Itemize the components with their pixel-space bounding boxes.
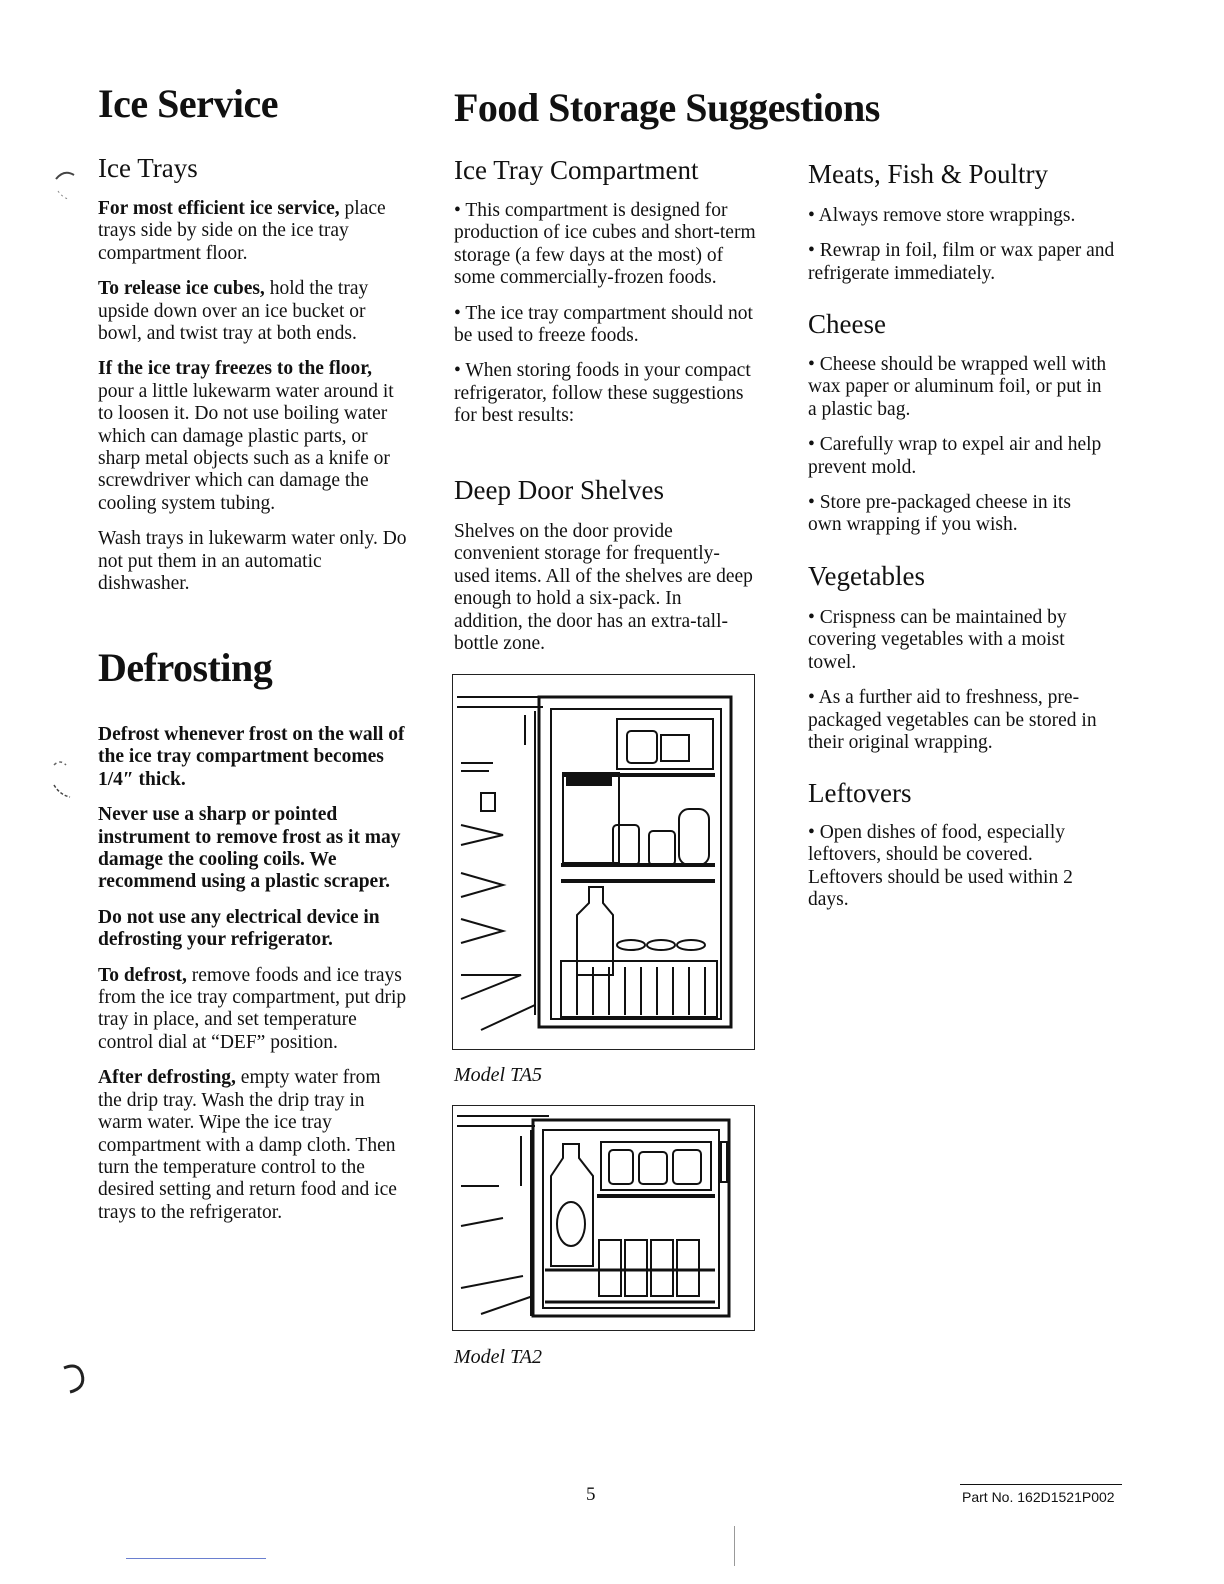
scan-artifact-line <box>734 1526 735 1566</box>
defrosting-paragraph: To defrost, remove foods and ice trays from the ice tray compartment, put drip tray in place, and set temperature control dial at “DEF” position. <box>98 964 407 1053</box>
figure-caption: Model TA5 <box>454 1064 542 1086</box>
ice-trays-paragraph: For most efficient ice service, place trays side by side on the ice tray compartment floor. <box>98 198 386 264</box>
refrigerator-illustration-ta2 <box>452 1105 755 1331</box>
vegetables-list <box>808 607 1108 767</box>
binder-hole-mark <box>52 165 88 205</box>
defrosting-heading: Defrosting <box>98 645 273 690</box>
binder-hole-mark <box>46 755 76 805</box>
cheese-list <box>808 354 1108 550</box>
defrosting-paragraph: Defrost whenever frost on the wall of the ice tray compartment becomes 1/4″ thick. <box>98 724 405 790</box>
page-number: 5 <box>586 1484 596 1505</box>
food-storage-heading: Food Storage Suggestions <box>454 85 880 130</box>
meats-heading: Meats, Fish & Poultry <box>808 159 1049 189</box>
deep-door-shelves-text: Shelves on the door provide convenient storage for frequently-used items. All of the shelves are deep enough to hold a six-pack. In addition, the door has an extra-tall-bottle zone. <box>454 521 753 655</box>
defrosting-paragraph: Never use a sharp or pointed instrument to remove frost as it may damage the cooling coils. We recommend using a plastic scraper. <box>98 804 401 893</box>
deep-door-shelves-heading: Deep Door Shelves <box>454 475 664 505</box>
figure-caption: Model TA2 <box>454 1346 542 1368</box>
list-item: • Open dishes of food, especially leftovers, should be covered. Leftovers should be used within 2 days. <box>808 822 1073 911</box>
ice-trays-heading: Ice Trays <box>98 153 198 183</box>
list-item: • As a further aid to freshness, pre-packaged vegetables can be stored in their original wrapping. <box>808 687 1097 754</box>
list-item: • Carefully wrap to expel air and help prevent mold. <box>808 434 1102 478</box>
part-number: Part No. 162D1521P002 <box>962 1489 1115 1505</box>
vegetables-heading: Vegetables <box>808 561 925 591</box>
leftovers-heading: Leftovers <box>808 778 912 808</box>
list-item: • Cheese should be wrapped well with wax paper or aluminum foil, or put in a plastic bag. <box>808 354 1107 420</box>
list-item: • This compartment is designed for production of ice cubes and short-term storage (a few days at the most) of some commercially-frozen foods. <box>454 200 756 289</box>
ice-trays-paragraph: To release ice cubes, hold the tray upside down over an ice bucket or bowl, and twist tray at both ends. <box>98 278 369 345</box>
ice-trays-paragraph: Wash trays in lukewarm water only. Do not put them in an automatic dishwasher. <box>98 528 407 595</box>
meats-list <box>808 205 1118 298</box>
list-item: • Store pre-packaged cheese in its own wrapping if you wish. <box>808 492 1071 536</box>
ice-trays-text <box>98 198 408 609</box>
refrigerator-illustration-ta5 <box>452 674 755 1050</box>
ice-trays-paragraph: If the ice tray freezes to the floor, pour a little lukewarm water around it to loosen it. Do not use boiling water which can damage plastic parts, or sharp metal objects such as a knife or screwdriver which can damage the cooling system tubing. <box>98 358 394 514</box>
refrigerator-ta2-drawing <box>453 1106 753 1329</box>
binder-hole-mark <box>60 1360 92 1400</box>
ice-tray-compartment-heading: Ice Tray Compartment <box>454 155 699 185</box>
defrosting-paragraph: After defrosting, empty water from the drip tray. Wash the drip tray in warm water. Wipe the ice tray compartment with a damp cloth. Then turn the temperature control to the desired setting and return food and ice trays to the refrigerator. <box>98 1067 397 1223</box>
part-number-rule <box>960 1484 1122 1485</box>
list-item: • Rewrap in foil, film or wax paper and refrigerate immediately. <box>808 240 1115 284</box>
ice-tray-compartment-list <box>454 200 764 441</box>
list-item: • The ice tray compartment should not be used to freeze foods. <box>454 302 753 347</box>
defrosting-text <box>98 724 408 1237</box>
cheese-heading: Cheese <box>808 309 886 339</box>
list-item: • When storing foods in your compact refrigerator, follow these suggestions for best results: <box>454 360 751 427</box>
refrigerator-ta5-drawing <box>453 675 753 1048</box>
leftovers-list <box>808 822 1098 925</box>
ice-service-heading: Ice Service <box>98 81 278 126</box>
defrosting-paragraph: Do not use any electrical device in defrosting your refrigerator. <box>98 906 380 951</box>
list-item: • Always remove store wrappings. <box>808 205 1076 226</box>
list-item: • Crispness can be maintained by covering vegetables with a moist towel. <box>808 607 1067 673</box>
scan-artifact-line <box>126 1558 266 1559</box>
